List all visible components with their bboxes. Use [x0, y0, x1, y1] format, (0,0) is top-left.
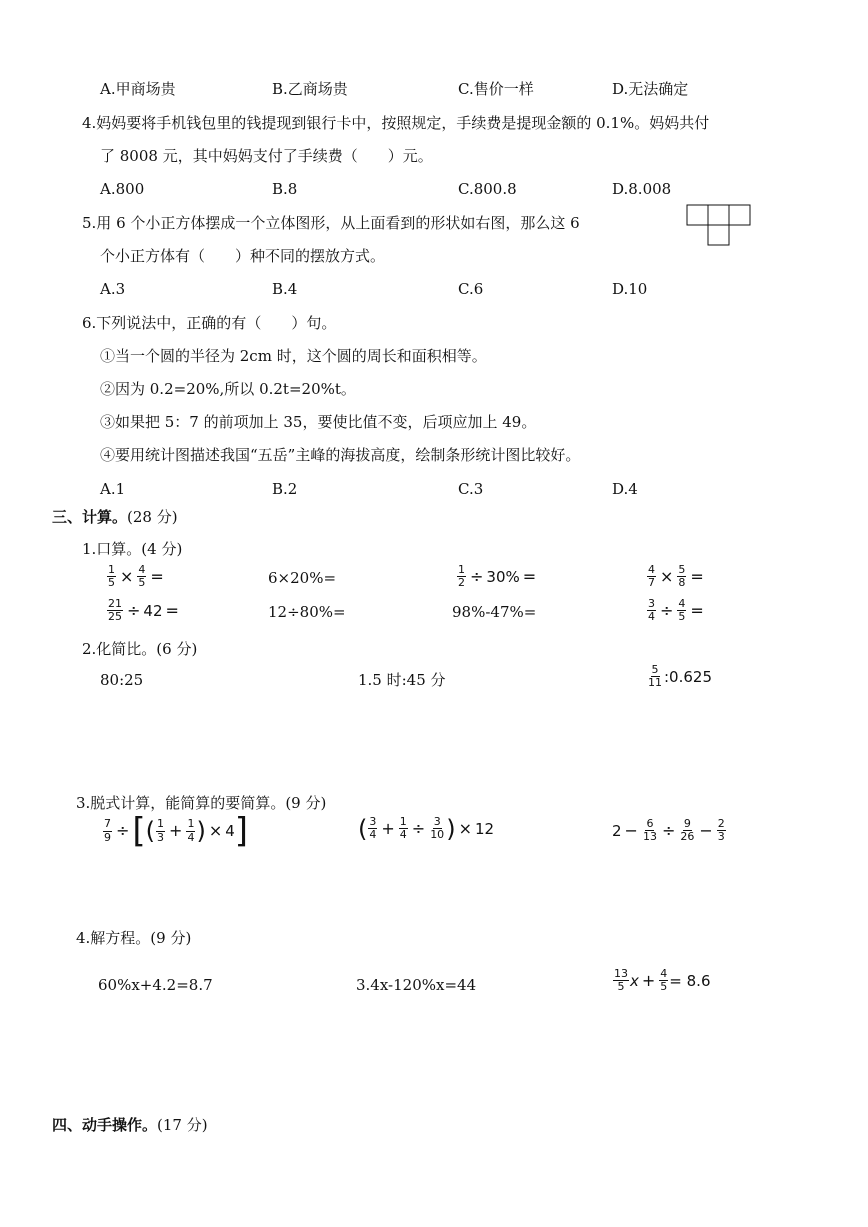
oral-calc-3: $\frac{1}{2}$ ÷ 30% = [458, 563, 537, 590]
section4-score: (17 分) [157, 1116, 208, 1134]
top-view-figure [686, 204, 754, 246]
q4-stem-line2: 了 8008 元，其中妈妈支付了手续费（ ）元。 [100, 147, 433, 165]
section4-title: 四、动手操作。 [52, 1116, 158, 1134]
ratio-item-3: 5 11 :0.625 [648, 663, 712, 690]
q4-option-d: D.8.008 [612, 180, 672, 198]
equation-1: 60%x+4.2=8.7 [98, 976, 213, 994]
q5-option-a: A.3 [100, 280, 126, 298]
q5-option-b: B.4 [272, 280, 298, 298]
oral-calc-8: $\frac{3}{4}$ ÷ $\frac{4}{5}$ = [648, 597, 704, 624]
equation-3: 13 5 x + $\frac{4}{5}$ = 8.6 [614, 967, 711, 994]
q3-option-b: B.乙商场贵 [272, 80, 348, 98]
q6-option-c: C.3 [458, 480, 484, 498]
oral-calc-7: 98%-47%= [452, 603, 537, 621]
q5-stem-line1: 5.用 6 个小正方体摆成一个立体图形，从上面看到的形状如右图，那么这 6 [82, 214, 580, 232]
section3-title: 三、计算。 [52, 508, 128, 526]
expr-1: $\frac{7}{9}$ ÷ [ ( 1 3 + $\frac{1}{4}$ ) × 4 ] [104, 811, 249, 851]
ratio-item-1: 80:25 [100, 671, 144, 689]
section4-heading [52, 1116, 208, 1134]
equation-2: 3.4x-120%x=44 [356, 976, 477, 994]
oral-calc-6: 12÷80%= [268, 603, 346, 621]
expr-2: ( 3 4 + $\frac{1}{4}$ ÷ $\frac{3}{10}$ ) × 12 [358, 814, 495, 843]
oral-calc-5: $\frac{21}{25}$ ÷ 42 = [108, 597, 179, 624]
calc-part3-label: 3.脱式计算，能简算的要简算。(9 分) [76, 794, 327, 812]
q6-statement-1: ①当一个圆的半径为 2cm 时，这个圆的周长和面积相等。 [100, 347, 487, 365]
q3-option-d: D.无法确定 [612, 80, 689, 98]
oral-calc-1: $\frac{1}{5}$ × $\frac{4}{5}$ = [108, 563, 164, 590]
calc-part1-label: 1.口算。(4 分) [82, 540, 183, 558]
section3-score: (28 分) [127, 508, 178, 526]
oral-calc-2: 6×20%= [268, 569, 337, 587]
q5-stem-line2: 个小正方体有（ ）种不同的摆放方式。 [100, 247, 386, 265]
q4-option-a: A.800 [100, 180, 145, 198]
ratio-item-2: 1.5 时:45 分 [358, 671, 446, 689]
q3-option-c: C.售价一样 [458, 80, 534, 98]
q5-option-c: C.6 [458, 280, 484, 298]
q4-stem-line1: 4.妈妈要将手机钱包里的钱提现到银行卡中，按照规定，手续费是提现金额的 0.1%。妈妈共付 [82, 114, 710, 132]
q4-option-c: C.800.8 [458, 180, 517, 198]
q5-option-d: D.10 [612, 280, 648, 298]
expr-3: 2 − $\frac{6}{13}$ ÷ $\frac{9}{26}$ − $\frac{2}{3}$ [612, 817, 725, 844]
q3-option-a: A.甲商场贵 [100, 80, 176, 98]
q6-option-b: B.2 [272, 480, 298, 498]
oral-calc-4: $\frac{4}{7}$ × $\frac{5}{8}$ = [648, 563, 704, 590]
calc-part2-label: 2.化简比。(6 分) [82, 640, 198, 658]
q6-option-d: D.4 [612, 480, 638, 498]
q6-statement-2: ②因为 0.2=20%,所以 0.2t=20%t。 [100, 380, 356, 398]
q6-option-a: A.1 [100, 480, 126, 498]
q6-statement-3: ③如果把 5：7 的前项加上 35，要使比值不变，后项应加上 49。 [100, 413, 537, 431]
q6-stem: 6.下列说法中，正确的有（ ）句。 [82, 314, 337, 332]
section3-heading [52, 508, 178, 526]
calc-part4-label: 4.解方程。(9 分) [76, 929, 192, 947]
q6-statement-4: ④要用统计图描述我国“五岳”主峰的海拔高度，绘制条形统计图比较好。 [100, 446, 581, 464]
q4-option-b: B.8 [272, 180, 298, 198]
